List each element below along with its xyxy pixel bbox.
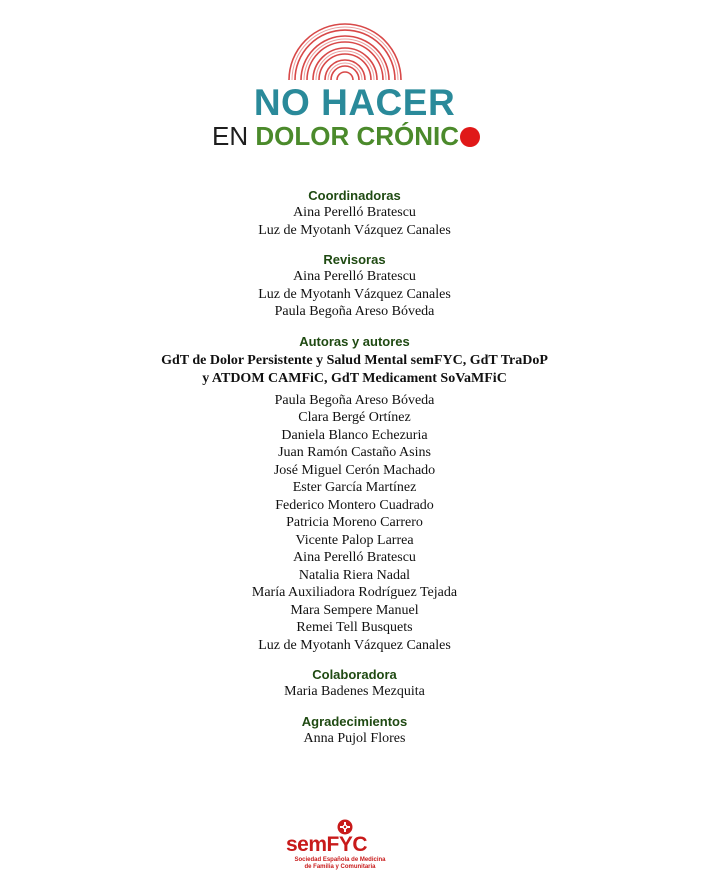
red-dot-o-icon	[460, 127, 480, 147]
credits-list	[0, 188, 709, 760]
person-name: José Miguel Cerón Machado	[273, 462, 436, 478]
section-title: Colaboradora	[312, 667, 397, 682]
cover-header	[0, 0, 709, 160]
working-groups-line1: GdT de Dolor Persistente y Salud Mental semFYC, GdT TraDoP	[161, 352, 548, 368]
person-name: Mara Sempere Manuel	[290, 602, 419, 618]
subtitle-dolor-cronico	[212, 120, 480, 152]
section-title: Agradecimientos	[301, 713, 408, 729]
person-name: Maria Badenes Mezquita	[284, 684, 425, 699]
person-name: Luz de Myotanh Vázquez Canales	[258, 286, 451, 302]
person-name: María Auxiliadora Rodríguez Tejada	[251, 585, 458, 600]
section-autoras	[0, 334, 709, 655]
person-name: Patricia Moreno Carrero	[286, 515, 423, 530]
section-coordinadoras	[0, 188, 709, 239]
working-groups	[0, 352, 709, 388]
working-groups-line2: y ATDOM CAMFiC, GdT Medicament SoVaMFiC	[202, 370, 507, 386]
semfyc-logo	[283, 818, 433, 874]
person-name: Juan Ramón Castaño Asins	[278, 445, 431, 460]
person-name: Aina Perelló Bratescu	[293, 205, 416, 220]
section-colaboradora	[0, 667, 709, 701]
section-title: Coordinadoras	[308, 188, 401, 203]
person-name: Remei Tell Busquets	[296, 620, 413, 635]
section-title: Revisoras	[323, 252, 386, 267]
person-name: Paula Begoña Areso Bóveda	[274, 392, 435, 408]
person-name: Natalia Riera Nadal	[298, 567, 411, 583]
person-name: Luz de Myotanh Vázquez Canales	[258, 637, 451, 653]
person-name: Federico Montero Cuadrado	[275, 497, 434, 513]
person-name: Luz de Myotanh Vázquez Canales	[258, 222, 451, 238]
person-name: Anna Pujol Flores	[303, 730, 406, 746]
person-name: Clara Bergé Ortínez	[298, 410, 411, 425]
subtitle-dolor: DOLOR CRÓNIC	[255, 121, 460, 151]
subtitle-en: EN	[212, 121, 249, 151]
person-name: Daniela Blanco Echezuria	[281, 427, 428, 443]
section-title: Autoras y autores	[299, 333, 410, 349]
concentric-arcs-icon	[276, 10, 414, 82]
semfyc-subtitle-line2: de Familia y Comunitaria	[304, 864, 376, 870]
title-no-hacer: NO HACER	[253, 82, 456, 123]
semfyc-subtitle-line1: Sociedad Española de Medicina	[294, 857, 386, 863]
semfyc-wordmark: semFYC	[286, 833, 368, 856]
semfyc-subtitle	[285, 857, 395, 871]
section-revisoras	[0, 252, 709, 321]
person-name: Aina Perelló Bratescu	[293, 550, 416, 565]
person-name: Ester García Martínez	[292, 480, 417, 495]
person-name: Vicente Palop Larrea	[295, 532, 414, 548]
section-agradecimientos	[0, 714, 709, 748]
person-name: Aina Perelló Bratescu	[293, 269, 416, 284]
person-name: Paula Begoña Areso Bóveda	[274, 304, 435, 319]
